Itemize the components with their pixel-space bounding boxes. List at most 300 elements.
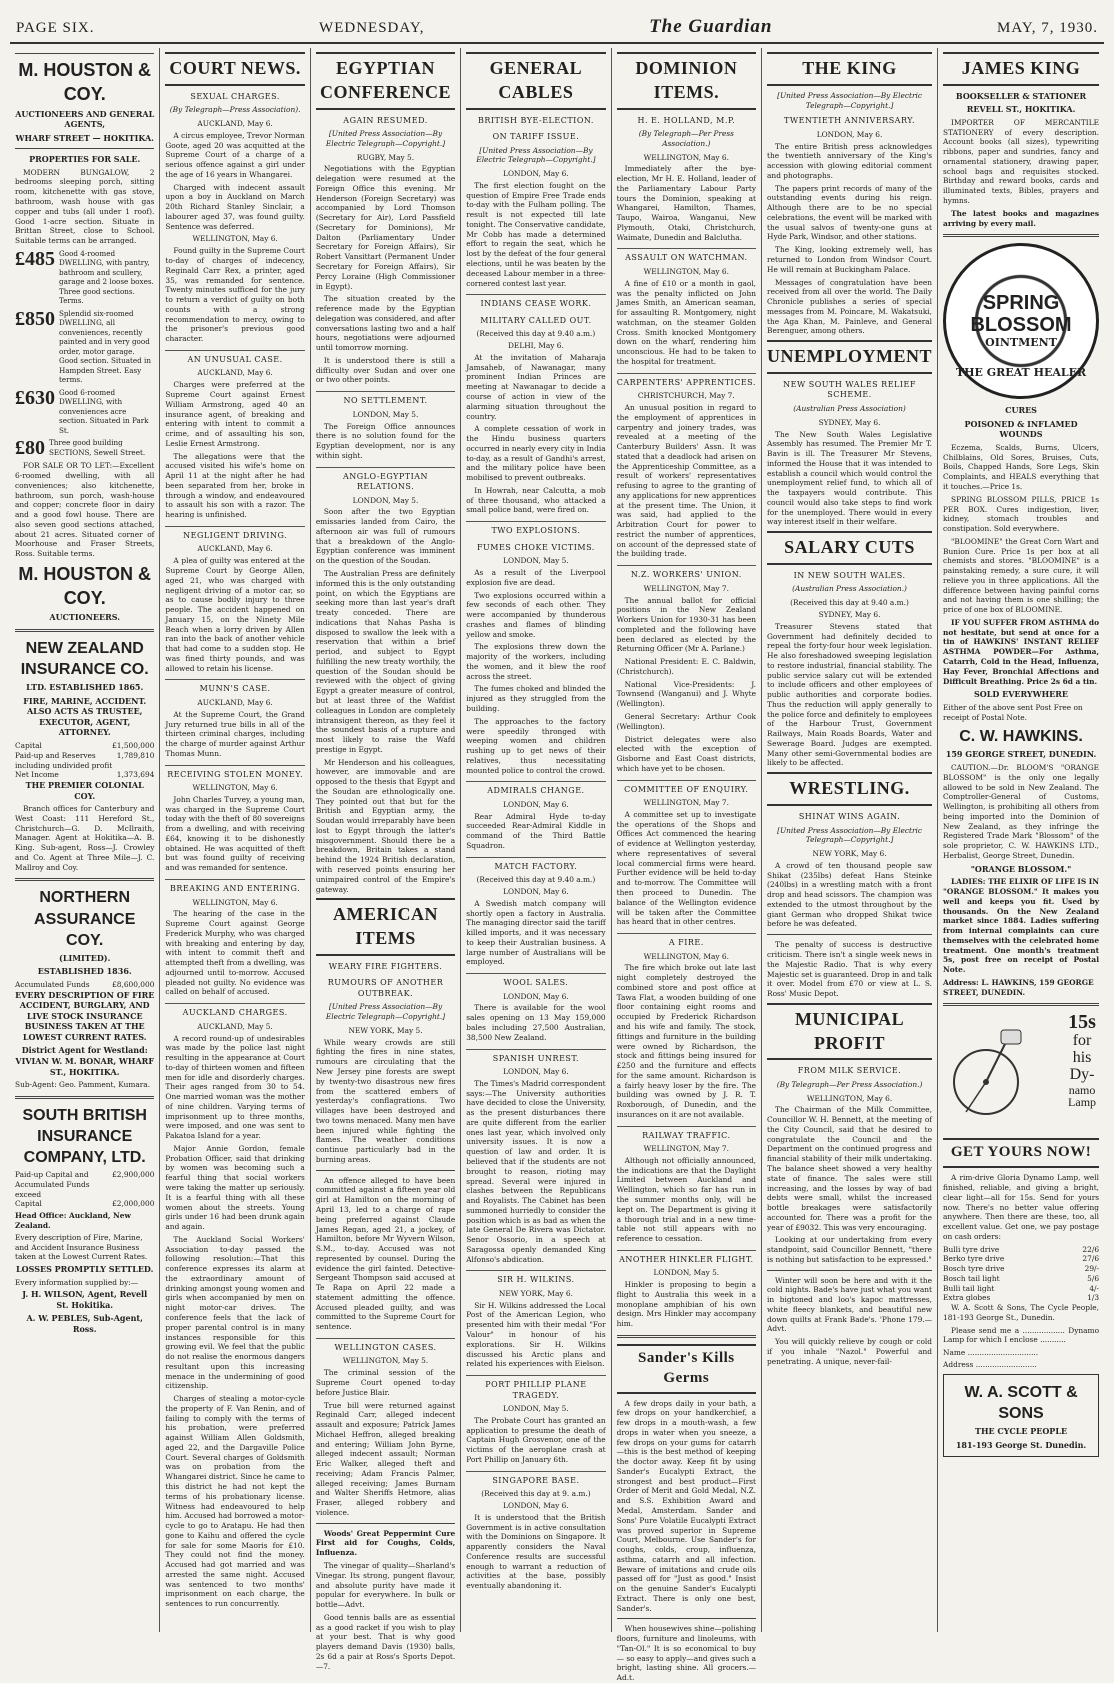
james-king-address: REVELL ST., HOKITIKA. bbox=[966, 104, 1076, 115]
price-list-row bbox=[943, 1274, 1099, 1284]
paragraph: Soon after the two Egyptian emissaries landed from Cairo, the afternoon air was full of rumours that a breakdown of the Anglo-Egyptian conference was imminent on the question of the Soudan. bbox=[315, 507, 456, 566]
scott-tagline: THE CYCLE PEOPLE bbox=[975, 1425, 1068, 1436]
nz-insurance-name: NEW ZEALAND INSURANCE CO. bbox=[20, 640, 149, 679]
price-item-price: 4/- bbox=[1089, 1283, 1100, 1293]
byline: [United Press Association—By Electric Telegraph—Copyright.] bbox=[325, 129, 446, 148]
paragraph: The Chairman of the Milk Committee, Councillor W. H. Bennett, at the meeting of the City Council, said that he desired to congratulate the Council and the Department on the continued progress and financial stability of their milk undertaking. The balance sheet showed a very healthy state of finance. The sales were still increasing, and the losses by way of bad debts were small, whilst the increased bottle breakages were satisfactorily accounted for. There was a profit for the year of £9032. This was very encouraging. bbox=[767, 1105, 933, 1232]
paragraph: General Secretary: Arthur Cook (Wellington). bbox=[616, 711, 757, 731]
received-line: (Received this day at 9. a.m.) bbox=[481, 1489, 591, 1499]
paragraph: National Vice-Presidents: J. Townsend (Wanganui) and J. Whyte (Wellington). bbox=[616, 679, 757, 709]
subheading: ANOTHER HINKLER FLIGHT. bbox=[617, 1250, 756, 1266]
dateline: NEW YORK, May 5. bbox=[348, 1025, 423, 1035]
dateline: WELLINGTON, May 7. bbox=[643, 798, 729, 808]
byline: [United Press Association—By Electric Telegraph—Copyright.] bbox=[325, 1002, 446, 1022]
paragraph: Looking at our undertaking from every standpoint, said Councillor Bennett, "there is nothing but satisfaction to be expressed." bbox=[767, 1235, 933, 1264]
general-cables-heading: GENERAL CABLES bbox=[466, 52, 605, 110]
lamp-text: namo bbox=[1068, 1082, 1096, 1097]
northern-sub-agent: Sub-Agent: Geo. Pamment, Kumara. bbox=[15, 1080, 151, 1090]
dateline: LONDON, May 5. bbox=[503, 556, 569, 566]
subheading: FROM MILK SERVICE. bbox=[797, 1066, 902, 1076]
order-address-row: Address .......................... bbox=[943, 1359, 1037, 1369]
page-number: PAGE SIX. bbox=[16, 20, 95, 36]
northern-funds-label: Accumulated Funds bbox=[15, 979, 90, 989]
paragraph: The papers print records of many of the outstanding events during his reign. Although there are to be no special celebrations, the event will be marked with the usual salvos of twenty-one guns at Hyde Park, Windsor, and other stations. bbox=[767, 183, 933, 242]
houston-role: AUCTIONEERS AND GENERAL AGENTS, bbox=[15, 108, 155, 130]
paragraph: Two explosions occurred within a few seconds of each other. They were accompanied by thunderous crashes and flames of blinding yellow and smoke. bbox=[466, 590, 606, 639]
paragraph: National President: E. C. Baldwin, (Christchurch). bbox=[616, 657, 757, 676]
property-2 bbox=[15, 309, 154, 385]
paragraph: Charged with indecent assault upon a boy in Auckland on March 20th Richard Stanley Sinclair, a labourer aged 37, was found guilty. Sentence was deferred. bbox=[165, 182, 305, 231]
lamp-text: for bbox=[1072, 1032, 1092, 1050]
price-item-price: 27/6 bbox=[1082, 1254, 1100, 1264]
paragraph: Charges were preferred at the Supreme Court against Ernest William Armstrong, aged 40 an insurance agent, of breaking and entering with intent to commit a crime, and of assaulting his son, Leslie Ernest Armstrong. bbox=[165, 380, 305, 448]
sb-capital-label: Capital bbox=[15, 1199, 42, 1209]
column-7 bbox=[937, 48, 1104, 1632]
subheading: ON TARIFF ISSUE. bbox=[492, 132, 580, 142]
dateline: WELLINGTON, May 6. bbox=[192, 897, 278, 907]
nz-insurance-est: LTD. ESTABLISHED 1865. bbox=[26, 682, 144, 693]
subheading: WOOL SALES. bbox=[466, 973, 605, 989]
paragraph: Major Annie Gordon, female Probation Officer, said that drinking by women was becoming such a fearful thing that social workers were taking the matter up seriously. It is a fearful thing with all these women about the streets. Young girls under 16 had been drunk again and again. bbox=[165, 1143, 305, 1232]
property-price: £485 bbox=[15, 247, 55, 270]
nz-paid-row bbox=[15, 751, 154, 771]
dateline: WELLINGTON, May 6. bbox=[643, 267, 729, 277]
subheading: WELLINGTON CASES. bbox=[316, 1338, 455, 1354]
dynamo-desc: A rim-drive Gloria Dynamo Lamp, well finished, reliable, and giving a bright, clear light—all for 15s. Send for yours now. There's no better value offering anywhere. Then there are these, too, all excellent value. Get one, we pay postage on cash orders: bbox=[943, 1173, 1100, 1241]
properties-heading: PROPERTIES FOR SALE. bbox=[29, 154, 141, 165]
paragraph: Found guilty in the Supreme Court to-day of charges of indecency, Reginald Carr Rex, a printer, aged 35, was remanded for sentence. Twenty minutes sufficed for the jury to return a verdict of guilty on both counts with a strong recommendation to mercy, owing to the prisoner's previous good character. bbox=[165, 246, 305, 344]
paragraph: The Auckland Social Workers' Association to-day passed the following resolution:—That this conference expresses its alarm at the extraordinary amount of drinking amongst young women and girls when accompanied by men on night motor-car drives. The conference feels that the lack of proper parental control is in many instances responsible for this growing evil. We feel that the public do not realise the enormous dangers resultant upon this increasing menace in the undermining of good citizenship. bbox=[165, 1234, 305, 1391]
northern-agent: District Agent for Westland: VIVIAN W. M. BONAR, WHARF ST., HOKITIKA. bbox=[15, 1045, 155, 1077]
paragraph: A circus employee, Trevor Norman Goote, aged 20 was acquitted at the Supreme Court of a charge of a serious offence against a girl under the age of 16 years in Whangarei. bbox=[165, 130, 305, 179]
seal-word: SPRING bbox=[982, 292, 1060, 314]
paragraph: A fine of £10 or a month in gaol, was the penalty inflicted on John James Smith, an American seaman, for assaulting R. Montgomery, night watchman, on the steamer Golden Cross. Smith knocked Montgomery down on the wharf, rendering him unconscious. He had to be taken to the hospital for treatment. bbox=[616, 278, 757, 366]
paragraph: In Howrah, near Calcutta, a mob of three thousand, who attacked a small police band, were fired on. bbox=[466, 485, 606, 515]
paragraph: At the Supreme Court, the Grand Jury returned true bills in all of the thirteen criminal charges, including the charge of murder against Arthur Thomas Munn. bbox=[165, 709, 305, 758]
subheading: SHINAT WINS AGAIN. bbox=[798, 812, 901, 821]
pills-ad: SPRING BLOSSOM PILLS, PRICE 1s PER BOX. Cures indigestion, liver, kidney, stomach troubles and constipation. Sold everywhere. bbox=[943, 494, 1100, 534]
houston-name: M. HOUSTON & COY. bbox=[18, 60, 152, 104]
houston-role-2: AUCTIONEERS. bbox=[49, 612, 121, 623]
paragraph: An offence alleged to have been committed against a fifteen year old girl at Hamilton on the morning of April 13, led to a charge of rape being preferred against Claude James Regan, aged 21, a jockey, of Hamilton, before Mr Wyvern Wilson, S.M., to-day. Accused was not represented by counsel. During the evidence the girl fainted. Detective-Sergeant Thompson said accused at Te Rapa on April 22 made a statement admitting the offence. Accused pleaded guilty, and was committed to the Supreme Court for sentence. bbox=[315, 1175, 456, 1332]
cures-list: Eczema, Scalds, Burns, Ulcers, Chilblains, Old Sores, Bruises, Cuts, Boils, Chapped Hands, Sore Legs, Skin Complaints, and HEALS everything that it touches.—Price 1s. bbox=[943, 442, 1100, 491]
advert: You will quickly relieve by cough or cold if you inhale "Nazol." Powerful and penetrating. A unique, never-fail- bbox=[767, 1337, 933, 1366]
paragraph: The Times's Madrid correspondent says:—The University authorities have decided to close the University, as the present disturbances there are quite different from the earlier ones last year, which involved only university issues. It is now a question of law and order. It is believed that if the students are not brought to reason, rioting may spread. Several were injured in clashes between the Republicans and Royalists. The Cabinet has been summoned hurriedly to consider the position which is as bad as when the late General De Rivera was Dictator. Senor Ossorio, in a speech at Saragossa openly demanded King Alfonso's abdication. bbox=[466, 1078, 606, 1264]
paragraph: Charges of stealing a motor-cycle the property of F. Van Renin, and of failing to comply with the terms of his probation, were preferred against William Allen Goldsmith, aged 22, and the Dargaville Police Court. Several charges of Goldsmith was on probation from the Whangarei district. Since he came to this district he had not kept the terms of his probationary license. Witness had endeavoured to help him. Accused had borrowed a motor-cycle to go to Aratapu. He had then gone to Kaihu and offered the cycle for sale for some Maoris for £10. They could not find the money. Accused had got married and was arrested the same night. Accused was sentenced to two months' imprisonment on each charge, the sentences to run concurrently. bbox=[165, 1394, 305, 1609]
property-price: £80 bbox=[15, 437, 45, 460]
dateline: WELLINGTON, May 5. bbox=[342, 1356, 429, 1366]
price-item-price: 22/6 bbox=[1082, 1244, 1100, 1254]
paragraph: The New South Wales Legislative Assembly has resumed. The Premier Mr T. Bavin is ill. The Treasurer Mr Stevens, informed the House that it was intended to establish a council which would control the unemployment relief fund, to which all of the taxpayers would contribute. This council would also take steps to find work for the unemployed. There would in every way interest itself in their welfare. bbox=[767, 429, 933, 527]
northern-ltd: (LIMITED). bbox=[59, 952, 111, 963]
northern-funds-row bbox=[15, 980, 154, 990]
dateline: LONDON, May 6. bbox=[503, 991, 569, 1001]
salary-cuts-heading: SALARY CUTS bbox=[767, 531, 932, 565]
houston-name-2: M. HOUSTON & COY. bbox=[18, 563, 152, 608]
dateline: WELLINGTON, May 6. bbox=[192, 234, 278, 244]
paragraph: As a result of the Liverpool explosion five are dead. bbox=[466, 568, 606, 587]
dominion-items-heading: DOMINION ITEMS. bbox=[617, 52, 756, 110]
order-name-label: Name bbox=[943, 1348, 966, 1358]
dateline: AUCKLAND, May 5. bbox=[197, 1021, 273, 1031]
dateline: NEW YORK, May 6. bbox=[812, 849, 887, 859]
scott-address: 181-193 George St. Dunedin. bbox=[955, 1439, 1087, 1450]
price-list-row bbox=[943, 1254, 1099, 1264]
subheading: A FIRE. bbox=[617, 933, 756, 949]
james-king-heading: JAMES KING bbox=[943, 52, 1099, 86]
northern-desc: EVERY DESCRIPTION OF FIRE ACCIDENT, BURGLARY, AND LIVE STOCK INSURANCE BUSINESS TAKEN AT THE LOWEST CURRENT RATES. bbox=[15, 989, 155, 1042]
paragraph: True bill were returned against Reginald Carr, alleged indecent assault and exposure; Patrick James Michael Heffron, alleged breaking and entering; William John Byrne, alleged indecent assault; Norman Eric Walker, alleged theft and receiving; Adam Francis Palmer, alleged receiving; James Burnam and Walter Sheriffs Hetmore, alias Fraser, alleged robbery and violence. bbox=[315, 1400, 456, 1517]
byline: [United Press Association—By Electric Telegraph—Copyright.] bbox=[777, 825, 922, 845]
unemployment-heading: UNEMPLOYMENT bbox=[767, 340, 932, 374]
received-line: (Received this day at 9.40 a.m.) bbox=[476, 875, 596, 885]
subheading: WEARY FIRE FIGHTERS. bbox=[328, 961, 443, 971]
sb-info: Every information supplied by:— bbox=[15, 1277, 139, 1287]
property-1 bbox=[15, 249, 154, 306]
sold-everywhere: SOLD EVERYWHERE bbox=[974, 689, 1069, 700]
subheading: TWO EXPLOSIONS. bbox=[466, 521, 605, 537]
dynamo-lamp-illustration bbox=[946, 1012, 1096, 1132]
dateline: LONDON, May 5. bbox=[352, 409, 419, 419]
northern-funds-value: £8,600,000 bbox=[112, 979, 155, 989]
subheading: AN UNUSUAL CASE. bbox=[165, 350, 304, 366]
james-king-role: BOOKSELLER & STATIONER bbox=[955, 90, 1087, 101]
subheading: SEXUAL CHARGES. bbox=[190, 91, 280, 101]
column-5 bbox=[611, 48, 761, 1683]
advert: When housewives shine—polishing floors, furniture and linoleums, with "Tan-Ol." It is so economical to buy — so easy to apply—and gives such a bright, lasting shine. All grocers.—Ad.t. bbox=[616, 1624, 757, 1683]
paragraph: Mr Henderson and his colleagues, however, are immovable and are opposed to the thesis that Egypt and the Soudan are ethnologically one. They pointed out that but for the British and Egyptian army, the Soudan would irreparably have been lost to Egypt through the latter's misgovernment. Should there be a breakdown, Britain takes a stand behind the 1924 British declaration, with reserved points ensuring her unimpaired control of the Empire's gateway. bbox=[315, 757, 456, 894]
houston-address: WHARF STREET — HOKITIKA. bbox=[15, 132, 154, 143]
sb-losses: LOSSES PROMPTLY SETTLED. bbox=[16, 1264, 154, 1275]
sb-paid-value: £2,900,000 bbox=[112, 1170, 155, 1180]
nz-net-row bbox=[15, 770, 154, 780]
dateline: WELLINGTON, May 6. bbox=[643, 152, 729, 162]
paragraph: While weary crowds are still fighting the fires in nine states, rumours are circulating that the New Jersey pine forests are swept by twenty-two disastrous new fires from the scattered embers of yesterday's conflagrations. Two villages have been destroyed and two towns menaced. Many men have been injured while fighting the flames. The weather conditions continue particularly bad in the burning areas. bbox=[315, 1037, 456, 1164]
property-price: £630 bbox=[15, 386, 55, 409]
byline: (Australian Press Association.) bbox=[792, 584, 907, 594]
paragraph: The allegations were that the accused visited his wife's home on April 11 at the night after he had been separated from her, broke in through a window, and endeavoured to assault his son with a razor. The hearing is unfinished. bbox=[165, 451, 305, 520]
price-item-price: 1/3 bbox=[1087, 1293, 1100, 1303]
paragraph: The first election fought on the question of Empire Free Trade ends to-day with the Fulham polling. The result is not expected till late tonight. The Conservative candidate, Mr Cobb has made a determined effort to regain the seat, which he lost by the defeat of the four general elections, until he was beaten by the deceased Labour member in a three-cornered contest last year. bbox=[466, 180, 606, 288]
sale-or-let: FOR SALE OR TO LET:—Excellent 6-roomed dwelling, with all conveniences; also kitchenette, bathroom, sun porch, wash-house and copper; concrete floor in dairy and a good fowl house. There are also seven good sections attached, about 21 acres. Situated corner of Moorhouse and Fraser Streets, Ross. Suitable terms. bbox=[15, 461, 155, 559]
paragraph: A record round-up of undesirables was made by the police last night resulting in the appearance at Court to-day of thirteen women and fifteen men for idle and disorderly charges. Their ages ranged from 30 to 54. One married woman was the mother of nine children. Varying terms of imprisonment up to three months, were imposed, and one was sent to Pakatoa Island for a year. bbox=[165, 1033, 305, 1141]
subheading: INDIANS CEASE WORK. bbox=[466, 294, 605, 310]
paragraph: Although not officially announced, the indications are that the Daylight Limited between Auckland and Wellington, which so far has run in the summer months only, will be kept on. The Department is giving it a thorough trial and in a new time-table not still appears with no reference to cessation. bbox=[616, 1155, 757, 1244]
byline: (By Telegraph—Press Association). bbox=[169, 105, 301, 115]
column-6 bbox=[761, 48, 937, 1632]
nz-net-value: 1,373,694 bbox=[116, 770, 155, 780]
columns bbox=[10, 48, 1104, 1683]
price-list-row bbox=[943, 1284, 1099, 1294]
price-item-name: Bulli tail light bbox=[943, 1283, 995, 1293]
subheading: PORT PHILLIP PLANE TRAGEDY. bbox=[466, 1375, 605, 1401]
byline: (Australian Press Association) bbox=[793, 403, 906, 413]
dateline: LONDON, May 6. bbox=[503, 887, 569, 897]
subheading: H. E. HOLLAND, M.P. bbox=[637, 115, 736, 125]
asthma-ad: IF YOU SUFFER FROM ASTHMA do not hesitate, but send at once for a tin of HAWKINS' INSTANT RELIEF ASTHMA POWDER—For Asthma, Catarrh, Cold in the Head, Influenza, Hay Fever, Bronchial Affections and Difficult Breathing. Price 2s 6d a tin. bbox=[943, 617, 1100, 686]
dateline: LONDON, May 6. bbox=[503, 1067, 569, 1077]
subheading: ANGLO-EGYPTIAN RELATIONS. bbox=[316, 467, 455, 493]
dateline: LONDON, May 6. bbox=[503, 799, 569, 809]
price-list-row bbox=[943, 1264, 1099, 1274]
seal-ring-text: THE GREAT HEALER bbox=[955, 365, 1087, 379]
subheading: SINGAPORE BASE. bbox=[466, 1471, 605, 1487]
nz-net-label: Net Income bbox=[15, 770, 59, 780]
paragraph: The Probate Court has granted an application to presume the death of Captain Hugh Grosvenor, one of the victims of the aeroplane crash at Port Phillip on January 6th. bbox=[466, 1415, 606, 1464]
price-item-name: Bosch tail light bbox=[943, 1273, 1000, 1283]
price-list-row bbox=[943, 1245, 1099, 1255]
bungalow-ad: MODERN BUNGALOW, 2 bedrooms sleeping porch, sitting room, kitchenette with gas stove, bathroom, wash house with gas copper and tubs (all under 1 roof). Good 1-acre section. Situate in Brittan Street, close to School. Suitable terms can be arranged. bbox=[15, 167, 155, 246]
egyptian-heading: EGYPTIAN CONFERENCE bbox=[316, 52, 455, 110]
lamp-price-block bbox=[1068, 1012, 1096, 1109]
wrestling-heading: WRESTLING. bbox=[767, 772, 932, 806]
seal-word: OINTMENT bbox=[985, 336, 1057, 349]
scott-short: W. A. Scott & Sons, The Cycle People, 181-193 George St., Dunedin. bbox=[943, 1303, 1100, 1322]
nz-paid-label: Paid-up and Reserves including undivided profit bbox=[15, 750, 113, 770]
dateline: LONDON, May 5. bbox=[503, 1404, 569, 1414]
dateline: DELHI, May 6. bbox=[508, 341, 564, 351]
dateline: AUCKLAND, May 6. bbox=[197, 544, 273, 554]
nz-branch: Branch offices for Canterbury and West Coast: 111 Hereford St., Christchurch—G. D. McIlraith, Manager. Agent at Hokitika—A. B. King. Sub-agent, Ross—J. Crowley and Co. Agent at Three Mile—J. C. Mallroy and Coy. bbox=[15, 804, 155, 872]
property-price: £850 bbox=[15, 307, 55, 330]
dateline: WELLINGTON, May 6. bbox=[192, 783, 278, 793]
dateline: RUGBY, May 5. bbox=[356, 152, 415, 162]
paragraph: Treasurer Stevens stated that Government had definitely decided to repeal the forty-four hour week legislation. He also foreshadowed sweeping legislation to restore industrial, financial stability. The public service salary cut will be extended to include officers and other employees of public authorities and corporate bodies. Thus the reduction will apply generally to the police force and definitely to employees of the Harbour Trust, Government Railways, Main Roads Boards, Water and Sewerage Board. Judges are exempted. Many other semi-Governmental bodies are likely to be affected. bbox=[767, 621, 933, 768]
byline: (By Telegraph—Per Press Association.) bbox=[638, 129, 734, 148]
nz-capital-value: £1,500,000 bbox=[112, 740, 155, 750]
advert: The penalty of success is destructive criticism. There isn't a single week news in the Majestic Radio. That is why every Majestic set is guaranteed. Drop in and talk it over. Model from £70 or view at L. S. Ross' Music Depot. bbox=[767, 940, 933, 999]
get-yours-heading: GET YOURS NOW! bbox=[943, 1138, 1099, 1168]
subheading: FUMES CHOKE VICTIMS. bbox=[476, 542, 595, 552]
sb-paid-label: Paid-up Capital and Accumulated Funds exceed bbox=[15, 1170, 90, 1199]
paper-title: The Guardian bbox=[649, 16, 773, 37]
subheading: IN NEW SOUTH WALES. bbox=[793, 570, 906, 580]
subheading: N.Z. WORKERS' UNION. bbox=[617, 565, 756, 581]
post-free: Either of the above sent Post Free on receipt of Postal Note. bbox=[943, 702, 1083, 722]
received-line: (Received this day at 9.40 a.m.) bbox=[790, 598, 909, 608]
court-news-heading: COURT NEWS. bbox=[165, 52, 304, 86]
lamp-text: Lamp bbox=[1068, 1095, 1097, 1110]
price-list bbox=[943, 1245, 1099, 1304]
property-text: Splendid six-roomed DWELLING, all conveniences, recently painted and in very good order, motor garage. Good section. Situated in Hampden Street. Easy terms. bbox=[59, 308, 151, 385]
american-items-heading: AMERICAN ITEMS bbox=[316, 898, 455, 956]
sb-every: Every description of Fire, Marine, and Accident Insurance Business taken at the Lowest Current Rates. bbox=[15, 1232, 148, 1262]
subheading: RAILWAY TRAFFIC. bbox=[617, 1126, 756, 1142]
dateline: LONDON, May 5. bbox=[653, 1268, 720, 1278]
advert: Woods' Great Peppermint Cure First aid for Coughs, Colds, Influenza. bbox=[315, 1528, 456, 1558]
byline: (By Telegraph—Per Press Association.) bbox=[776, 1079, 923, 1089]
paragraph: The Australian Press are definitely informed this is the only outstanding point, on which the Egyptians are seeking more than last year's draft treaty conceded. There are indications that Nahas Pasha is disposed to swallow the leek with a reservation that within a brief period, and subject to Egypt fulfilling the new treaty worthily, the question of the Soudan should be reviewed with the object of giving Egypt a greater measure of control, but at least three of the Wafdist colleagues in London are completely intransigent thereon, as they feel it the soundest basis of a rupture and most likely to raise the Wafd prestige in Egypt. bbox=[315, 569, 456, 754]
bloomine-ad: "BLOOMINE" the Great Corn Wart and Bunion Cure. Price 1s per box at all chemists and stores. "BLOOMINE" is a painstaking remedy, a sure cure, it will relieve you in three applications. All the difference between having painful corns and not having them is one shilling; the price of one box of BLOOMINE. bbox=[943, 536, 1100, 615]
paragraph: A plea of guilty was entered at the Supreme Court by George Allen, aged 21, who was charged with negligent driving of a motor car, so as to cause bodily injury to three people. The accident happened on January 15, on the Ninety Mile Beach when a lorry driven by Allen ran into the back of another vehicle that had come to a sudden stop. He was fined thirty pounds, and was allowed to retain his license. bbox=[165, 556, 305, 673]
subheading: BRITISH BYE-ELECTION. bbox=[477, 115, 594, 125]
dateline: LONDON, May 6. bbox=[503, 1501, 569, 1511]
price-item-name: Berko tyre drive bbox=[943, 1254, 1005, 1264]
paragraph: Sir H. Wilkins addressed the Local Post of the American Legion, who presented him with their medal "For Valour" in honour of his explorations. Sir H. Wilkins discussed his Arctic plans and related his experiences with Eielson. bbox=[466, 1300, 606, 1369]
paragraph: The situation created by the reference made by the Egyptian delegation was considered, and after conversations lasting two and a half hours, negotiations were adjourned until tomorrow morning. bbox=[315, 294, 456, 353]
municipal-profit-heading: MUNICIPAL PROFIT bbox=[767, 1003, 932, 1061]
subheading: NEW SOUTH WALES RELIEF SCHEME. bbox=[783, 379, 916, 400]
dateline: AUCKLAND, May 6. bbox=[197, 697, 273, 707]
paragraph: A crowd of ten thousand people saw Shikat (235lbs) defeat Hans Steinke (240lbs) in a wrestling match with a front drop and head scissors. The champion was extended to the utmost throughout by the giant German who dropped Shikat twice before he was defeated. bbox=[767, 860, 933, 929]
hawkins-address: 159 GEORGE STREET, DUNEDIN. bbox=[945, 749, 1097, 760]
dateline: CHRISTCHURCH, May 7. bbox=[637, 391, 735, 401]
subheading: AGAIN RESUMED. bbox=[343, 115, 428, 125]
subheading: COMMITTEE OF ENQUIRY. bbox=[617, 780, 756, 796]
subheading: MILITARY CALLED OUT. bbox=[480, 315, 592, 325]
column-3 bbox=[310, 48, 460, 1671]
paragraph: Negotiations with the Egyptian delegation were resumed at the Foreign Office this evening. Mr Henderson (Foreign Secretary) was accompanied by Lord Thomson (Secretary for Air), Lord Passfield (Secretary for Dominions), Mr Dalton (Parliamentary Under Secretary for Foreign Affairs), Sir Robert Vansittart (Permanent Under Secretary for Foreign Affairs), Sir Percy Loraine (High Commissioner in Egypt). bbox=[315, 164, 456, 291]
dateline: SYDNEY, May 6. bbox=[818, 610, 881, 619]
dateline: WELLINGTON, May 6. bbox=[806, 1093, 893, 1103]
james-king-desc: IMPORTER OF MERCANTILE STATIONERY of every description. Account books (all sizes), typewriting ribbons, paper and sundries, fancy and ornamental stationery, drawing paper, school bags and requisites stocked. Birthday and reward books, cards and illuminated texts, Bibles, prayers and hymns. bbox=[943, 117, 1100, 205]
subheading: TWENTIETH ANNIVERSARY. bbox=[784, 116, 916, 126]
byline: [United Press Association—By Electric Telegraph—Copyright.] bbox=[476, 145, 596, 165]
column-1 bbox=[10, 48, 159, 1632]
price-item-name: Bosch tyre drive bbox=[943, 1264, 1005, 1274]
sanders-heading: Sander's Kills Germs bbox=[617, 1344, 756, 1394]
property-text: Good 6-roomed DWELLING, with conveniences acre section. Situated in Park St. bbox=[59, 387, 149, 435]
subheading: NEGLIGENT DRIVING. bbox=[165, 526, 304, 542]
price-list-row bbox=[943, 1293, 1099, 1303]
sb-paid-row bbox=[15, 1170, 154, 1199]
spring-blossom-seal bbox=[943, 243, 1099, 399]
column-2 bbox=[159, 48, 309, 1632]
order-address-label: Address bbox=[943, 1359, 974, 1369]
nz-paid-value: 1,789,810 bbox=[116, 750, 155, 760]
paragraph: The entire British press acknowledges the twentieth anniversary of the King's accession with glowing editorial comment and photographs. bbox=[767, 141, 933, 180]
masthead bbox=[10, 14, 1104, 44]
paragraph: John Charles Turvey, a young man, was charged in the Supreme Court today with the theft of 80 sovereigns from a dwelling, and with receiving £64, knowing it to be dishonestly obtained. He was acquitted of theft but was found guilty of receiving and was remanded for sentence. bbox=[165, 794, 305, 873]
subheading: NO SETTLEMENT. bbox=[316, 391, 455, 407]
scott-name: W. A. SCOTT & SONS bbox=[964, 1383, 1078, 1422]
dateline: LONDON, May 6. bbox=[503, 169, 569, 179]
advert: Winter will soon be here and with it the cold nights. Bade's have just what you want in bigtoned and loo's kapoc mattresses, white fleecy blankets, and beautiful new down quilts at Frank Bade's. 'Phone 179.—Advt. bbox=[767, 1275, 933, 1334]
subheading: AUCKLAND CHARGES. bbox=[165, 1003, 304, 1019]
dateline: WELLINGTON, May 6. bbox=[643, 951, 729, 961]
northern-name: NORTHERN ASSURANCE COY. bbox=[34, 889, 136, 949]
weekday: WEDNESDAY, bbox=[319, 20, 425, 36]
lamp-text: Dy- bbox=[1069, 1066, 1095, 1083]
sb-capital-value: £2,000,000 bbox=[112, 1199, 155, 1209]
price-item-name: Extra globes bbox=[943, 1293, 991, 1303]
advert: Good tennis balls are as essential as a good racket if you wish to play at your best. That is why good players demand Davis (1930) balls, 2s 6d a pair at Ross's Sports Depot.—7. bbox=[315, 1612, 456, 1671]
property-text: Three good building SECTIONS, Sewell Street. bbox=[49, 438, 146, 457]
poisoned-label: POISONED & INFLAMED WOUNDS bbox=[964, 418, 1078, 440]
nz-capital-label: Capital bbox=[15, 740, 42, 750]
orange-blossom-label: "ORANGE BLOSSOM." bbox=[970, 863, 1072, 874]
paragraph: An unusual position in regard to the employment of apprentices in carpentry and joinery trades, was revealed at a meeting of the Canterbury Builders' Assn. It was stated that a deadlock had arisen on the Apprenticeship Committee, as a result of workers' representatives refusing to agree to the granting of any applications for new apprentices at the present time. The Union, it was said, had applied to the Arbitration Court for power to restrict the number of apprentices, on account of the depressed state of the building trade. bbox=[616, 402, 757, 559]
dateline: LONDON, May 6. bbox=[816, 129, 883, 139]
james-king-latest: The latest books and magazines arriving by every mail. bbox=[943, 208, 1100, 228]
dateline: WELLINGTON, May 7. bbox=[643, 583, 729, 593]
paragraph: At the invitation of Maharaja Jamsaheb, of Nawanagar, many prominent Indian Princes are meeting at Nawanagar to decide a course of action in view of the alarming situation throughout the country. bbox=[466, 352, 606, 421]
ladies-address: Address: L. HAWKINS, 159 GEORGE STREET, DUNEDIN. bbox=[943, 977, 1094, 997]
paragraph: The explosions threw down the majority of the workers, including the women, and it blew the roof across the street. bbox=[466, 642, 606, 681]
advert: The vinegar of quality—Sharland's Vinegar. Its strong, pungent flavour, and absolute purity have made it popular for everywhere. In bulk or bottle—Advt. bbox=[315, 1561, 456, 1610]
subheading: SPANISH UNREST. bbox=[466, 1049, 605, 1065]
subheading: RECEIVING STOLEN MONEY. bbox=[165, 765, 304, 781]
seal-word: BLOSSOM bbox=[970, 314, 1072, 336]
subheading: ADMIRALS CHANGE. bbox=[466, 781, 605, 797]
paragraph: It is understood that the British Government is in active consultation with the Dominions on Singapore. It apparently considers the Naval Conference results are successful enough to warrant a reduction of activities at the base, possibly eventually abandoning it. bbox=[466, 1512, 606, 1591]
paragraph: It is understood there is still a difficulty over Sudan and over one or two other points. bbox=[315, 355, 456, 385]
scott-box bbox=[943, 1374, 1099, 1457]
advert: A few drops daily in your bath, a few drops on your handkerchief, a few drops in a mouth-wash, a few drops in water when you sneeze, a few drops on your gums for catarrh—this is the best method of keeping the doctor away. Keep fit by using Sander's Eucalypti Extract, the strongest and best product—First Order of Merit and Gold Medal, N.Z. and S.S. Exhibition Award and Medal, Amsterdam. Sander and Sons' Pure Volatile Eucalypti Extract was proved superior in Supreme Court, Melbourne. Use Sander's for coughs, colds, croup, influenza, asthma, catarrh and all infection. Beware of imitations and crude oils passed off for "Just as good." Insist on the genuine Sander's Eucalypti Extract. There is only one best, Sander's. bbox=[616, 1398, 757, 1613]
paragraph: The King, looking extremely well, has returned to London from Windsor Court. He will remain at Buckingham Palace. bbox=[767, 245, 933, 274]
caution-ad: CAUTION.—Dr. BLOOM'S "ORANGE BLOSSOM" is the only one legally allowed to be sold in New Zealand. The Comptroller-General of Customs, Wellington, is prohibiting all others from being imported into the Dominion of New Zealand, as they infringe the Registered Trade Mark "Blossom" of the sole proprietor, C. W. HAWKINS LTD., Herbalist, George Street, Dunedin. bbox=[943, 763, 1100, 860]
paragraph: The fumes choked and blinded the injured as they struggled from the building. bbox=[466, 684, 606, 713]
paragraph: Rear Admiral Hyde to-day succeeded Rear-Admiral Kiddle in command of the Third Battle Squadron. bbox=[466, 811, 606, 850]
subheading: SIR H. WILKINS. bbox=[466, 1270, 605, 1286]
subheading: CARPENTERS' APPRENTICES. bbox=[617, 373, 756, 389]
dateline: AUCKLAND, May 6. bbox=[197, 119, 273, 129]
subheading: MATCH FACTORY. bbox=[466, 857, 605, 873]
paragraph: The approaches to the factory were speedily thronged with weeping women and children rushing up to get news of their relatives, thus necessitating mounted police to control the crowd. bbox=[466, 716, 606, 775]
order-name-row: Name .............................. bbox=[943, 1348, 1039, 1358]
nz-insurance-lines: FIRE, MARINE, ACCIDENT. ALSO ACTS AS TRUSTEE, EXECUTOR, AGENT, ATTORNEY. bbox=[23, 695, 147, 738]
column-4 bbox=[460, 48, 610, 1632]
price-item-price: 29/- bbox=[1084, 1264, 1100, 1274]
paragraph: The annual ballot for official positions in the New Zealand Workers Union for 1930-31 has been completed and the following have been declared as elected by the Returning Officer (Mr A. Parlane.) bbox=[616, 595, 757, 654]
property-text: Good 4-roomed DWELLING, with pantry, bathroom and scullery, garage and 2 loose boxes. Three good sections. Terms. bbox=[59, 248, 154, 306]
paragraph: Hinkler is proposing to begin a flight to Australia this week in a monoplane amphibian of his own design. Mrs Hinkler may accompany him. bbox=[616, 1280, 757, 1329]
paragraph: The criminal session of the Supreme Court opened to-day before Justice Blair. bbox=[315, 1368, 456, 1397]
the-king-heading: THE KING bbox=[767, 52, 932, 86]
subheading: RUMOURS OF ANOTHER OUTBREAK. bbox=[327, 978, 444, 998]
nz-capital-row bbox=[15, 741, 154, 751]
hawkins-name: C. W. HAWKINS. bbox=[959, 728, 1083, 746]
dateline: AUCKLAND, May 6. bbox=[197, 368, 273, 378]
subheading: BREAKING AND ENTERING. bbox=[165, 879, 304, 895]
sb-head-office: Head Office: Auckland, New Zealand. bbox=[15, 1211, 131, 1230]
property-4 bbox=[15, 438, 154, 458]
cures-label: CURES bbox=[1005, 405, 1037, 416]
issue-date: MAY, 7, 1930. bbox=[997, 20, 1098, 36]
paragraph: A complete cessation of work in the Hindu business quarters occurred in nearly every city in India to-day, as a result of Gandhi's arrest, and the military police have been mobilised to prevent outbreaks. bbox=[466, 424, 606, 483]
northern-est: ESTABLISHED 1836. bbox=[37, 966, 132, 977]
dateline: SYDNEY, May 6. bbox=[818, 417, 881, 427]
dateline: WELLINGTON, May 7. bbox=[643, 1144, 729, 1154]
paragraph: The hearing of the case in the Supreme Court against George Frederick Murphy, who was charged with breaking and entering by day, with intent to commit theft and attempted theft from a dwelling, was adjourned until to-morrow. Accused pleaded not guilty. No evidence was called on behalf of accused. bbox=[165, 909, 305, 997]
dateline: NEW YORK, May 6. bbox=[498, 1288, 573, 1298]
paragraph: The Foreign Office announces there is no solution found for the Egyptian development, nor is any within sight. bbox=[315, 421, 456, 460]
price-item-name: Bulli tyre drive bbox=[943, 1244, 1000, 1254]
nz-premier: THE PREMIER COLONIAL COY. bbox=[25, 780, 144, 801]
sb-agent-1: J. H. WILSON, Agent, Revell St. Hokitika. bbox=[22, 1289, 148, 1310]
ladies-ad: LADIES: THE ELIXIR OF LIFE IS IN "ORANGE BLOSSOM." It makes you well and keeps you fit. Used by thousands. On the New Zealand market since 1884. Ladies suffering from internal complaints can cure themselves with the celebrated home treatment. One month's treatment 5s, post free on receipt of Postal Note. bbox=[943, 877, 1100, 975]
dateline: LONDON, May 5. bbox=[352, 495, 419, 505]
price-item-price: 5/6 bbox=[1087, 1273, 1100, 1283]
paragraph: Messages of congratulation have been received from all over the world. The Daily Chronicle publishes a series of special messages from M. Poincare, M. Wakatsuki, the Aga Khan, M. Painleve, and General Berenguer, among others. bbox=[767, 277, 933, 336]
south-british-name: SOUTH BRITISH INSURANCE COMPANY, LTD. bbox=[22, 1106, 147, 1167]
lamp-text: his bbox=[1072, 1049, 1092, 1067]
lamp-price: 15s bbox=[1068, 1011, 1096, 1034]
paragraph: Immediately after the bye-election, Mr H. E. Holland, leader of the Parliamentary Labour Party tours the Dominion, speaking at Whangarei, Hamilton, Thames, Taupo, Wairoa, Wanganui, New Plymouth, Otaki, Christchurch, Waimate, Dunedin and Balclutha. bbox=[616, 164, 757, 242]
paragraph: District delegates were also elected with the exception of Gisborne and East Coast districts, which have yet to be chosen. bbox=[616, 734, 757, 773]
sb-capital-row bbox=[15, 1199, 154, 1209]
subheading: MUNN'S CASE. bbox=[165, 679, 304, 695]
paragraph: A committee set up to investigate the operations of the Shops and Offices Act commenced the hearing of evidence at Wellington yesterday, where representatives of several local commercial firms were heard. Further evidence will be held to-day and to-morrow. The Committee will then proceed to Dunedin. The balance of the Wellington evidence will be taken after the Committee has heard that in other centres. bbox=[616, 809, 757, 927]
byline: [United Press Association—By Electric Telegraph—Copyright.] bbox=[777, 90, 922, 110]
sb-agent-2: A. W. PEBLES, Sub-Agent, Ross. bbox=[26, 1313, 143, 1334]
property-3 bbox=[15, 388, 154, 436]
paragraph: There is available for the wool sales opening on 13 May 159,000 bales including 27,500 Australian, 38,500 New Zealand. bbox=[466, 1003, 606, 1042]
received-line: (Received this day at 9.40 a.m.) bbox=[476, 329, 596, 339]
subheading: ASSAULT ON WATCHMAN. bbox=[617, 248, 756, 264]
paragraph: A Swedish match company will shortly open a factory in Australia. The managing director said the tariff killed imports, and it was necessary to keep their Australian business. A large number of Australians will be employed. bbox=[466, 898, 606, 967]
order-form-text: Please send me a .................. Dynamo Lamp for which I enclose ........... bbox=[943, 1325, 1100, 1345]
